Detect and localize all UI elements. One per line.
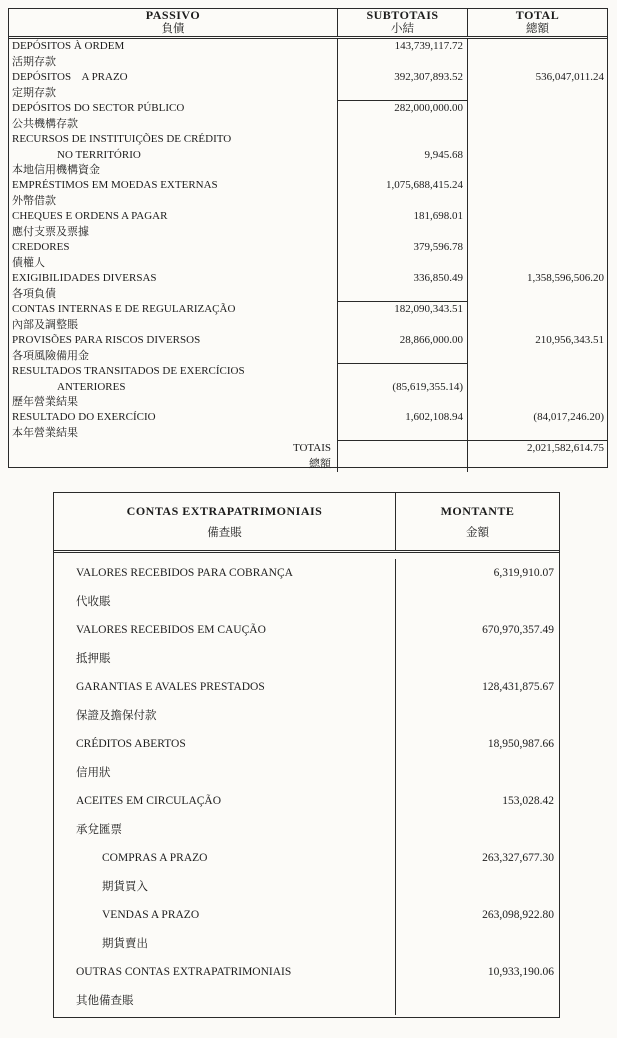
amount-value: 6,319,910.07 [493, 567, 554, 579]
table-row [54, 901, 559, 930]
header-montante [396, 493, 559, 550]
header-total-pt: TOTAL [515, 8, 560, 22]
row-label-zh: 內部及調整賬 [12, 318, 78, 331]
amount-value: 128,431,875.67 [482, 681, 554, 693]
total-value: 210,956,343.51 [535, 334, 604, 346]
row-label-zh: 定期存款 [12, 86, 56, 99]
table-row [9, 101, 607, 132]
table-row [9, 333, 607, 364]
row-label-zh: 活期存款 [12, 55, 56, 68]
row-label-pt: CREDORES [12, 241, 70, 253]
amount-value: 10,933,190.06 [487, 966, 554, 978]
table-row [54, 730, 559, 759]
row-label-pt: OUTRAS CONTAS EXTRAPATRIMONIAIS [54, 958, 396, 987]
row-label-zh: 保證及擔保付款 [54, 702, 396, 731]
grand-total-value: 2,021,582,614.75 [527, 442, 604, 454]
extrapatrimoniais-table-header [54, 493, 559, 553]
row-label-pt: GARANTIAS E AVALES PRESTADOS [54, 673, 396, 702]
subtotal-value: 379,596.78 [413, 241, 463, 253]
amount-value: 670,970,357.49 [482, 624, 554, 636]
row-label-zh: 應付支票及票據 [12, 225, 89, 238]
row-label-pt: ACEITES EM CIRCULAÇÃO [54, 787, 396, 816]
table-row [9, 240, 607, 271]
header-total-zh: 總額 [526, 23, 549, 35]
subtotal-value: 392,307,893.52 [394, 71, 463, 83]
header-montante-zh: 金額 [466, 527, 489, 539]
totals-row [9, 441, 607, 472]
row-label-zh: 債權人 [12, 256, 45, 269]
table-row [54, 787, 559, 816]
table-row [9, 364, 607, 410]
row-label-pt2: NO TERRITÓRIO [57, 148, 141, 161]
row-label-pt: DEPÓSITOS DO SECTOR PÚBLICO [12, 102, 185, 114]
table-row [9, 70, 607, 101]
table-row [9, 178, 607, 209]
row-label-pt: VALORES RECEBIDOS PARA COBRANÇA [54, 559, 396, 588]
header-subtotais [338, 9, 468, 36]
amount-value: 263,098,922.80 [482, 909, 554, 921]
table-row [9, 302, 607, 333]
passivo-table-header [9, 9, 607, 39]
row-label-zh: 承兌匯票 [54, 816, 396, 845]
table-row [9, 209, 607, 240]
subtotal-value: 336,850.49 [413, 272, 463, 284]
row-label-zh: 外幣借款 [12, 194, 56, 207]
row-label-zh: 代收賬 [54, 588, 396, 617]
subtotal-value: 28,866,000.00 [399, 334, 463, 346]
table-row [54, 844, 559, 873]
row-label-pt: COMPRAS A PRAZO [54, 844, 396, 873]
extrapatrimoniais-table-body [54, 553, 559, 1015]
row-label-pt: RESULTADO DO EXERCÍCIO [12, 411, 156, 423]
row-label-zh: 歷年營業結果 [12, 396, 78, 408]
row-label-zh: 公共機構存款 [12, 117, 78, 130]
row-label-pt: RESULTADOS TRANSITADOS DE EXERCÍCIOS [12, 365, 245, 377]
row-label-pt: CRÉDITOS ABERTOS [54, 730, 396, 759]
row-label-zh: 各項負債 [12, 287, 56, 300]
row-label-pt: VENDAS A PRAZO [54, 901, 396, 930]
total-value: (84,017,246.20) [533, 411, 604, 423]
subtotal-value: 143,739,117.72 [394, 40, 463, 52]
row-label-zh: 期貨買入 [54, 873, 396, 902]
header-passivo-pt: PASSIVO [145, 8, 201, 22]
header-contas-zh: 備查賬 [207, 527, 242, 539]
amount-value: 18,950,987.66 [487, 738, 554, 750]
row-label-zh: 本年營業結果 [12, 426, 78, 439]
subtotal-value: 181,698.01 [413, 210, 463, 222]
row-label-zh: 信用狀 [54, 759, 396, 788]
row-label-zh: 其他備查賬 [54, 987, 396, 1016]
row-label-pt: EXIGIBILIDADES DIVERSAS [12, 272, 157, 284]
totals-label-zh: 總額 [309, 457, 331, 470]
row-label-pt: DEPÓSITOS A PRAZO [12, 71, 128, 83]
header-subtotais-zh: 小結 [391, 23, 414, 35]
subtotal-value: (85,619,355.14) [392, 380, 463, 393]
row-label-pt: DEPÓSITOS À ORDEM [12, 40, 125, 52]
extrapatrimoniais-table [53, 492, 560, 1018]
header-subtotais-pt: SUBTOTAIS [366, 8, 439, 22]
amount-value: 263,327,677.30 [482, 852, 554, 864]
subtotal-value: 182,090,343.51 [394, 303, 463, 315]
subtotal-value: 282,000,000.00 [394, 102, 463, 114]
row-label-zh: 本地信用機構資金 [12, 164, 100, 176]
totals-label-pt: TOTAIS [292, 442, 331, 454]
table-row [54, 616, 559, 645]
row-label-pt: PROVISÕES PARA RISCOS DIVERSOS [12, 334, 201, 346]
subtotal-value: 1,075,688,415.24 [386, 179, 463, 191]
row-label-zh: 期貨賣出 [54, 930, 396, 959]
header-passivo [9, 9, 338, 36]
total-value: 1,358,596,506.20 [527, 272, 604, 284]
table-row [9, 132, 607, 178]
table-row [54, 673, 559, 702]
table-row [54, 559, 559, 588]
row-label-zh: 抵押賬 [54, 645, 396, 674]
subtotal-value: 1,602,108.94 [405, 411, 463, 423]
row-label-zh: 各項風險備用金 [12, 349, 89, 362]
table-row [9, 271, 607, 302]
subtotal-value: 9,945.68 [424, 148, 463, 161]
passivo-table [8, 8, 608, 468]
header-contas [54, 493, 396, 550]
header-montante-pt: MONTANTE [440, 504, 515, 518]
header-passivo-zh: 負債 [161, 23, 185, 35]
total-value: 536,047,011.24 [535, 71, 604, 83]
row-label-pt2: ANTERIORES [57, 380, 126, 393]
row-label-pt: CONTAS INTERNAS E DE REGULARIZAÇÃO [12, 303, 236, 315]
row-label-pt: RECURSOS DE INSTITUIÇÕES DE CRÉDITO [12, 133, 232, 145]
table-row [54, 958, 559, 987]
row-label-pt: CHEQUES E ORDENS A PAGAR [12, 210, 168, 222]
row-label-pt: EMPRÉSTIMOS EM MOEDAS EXTERNAS [12, 179, 218, 191]
header-total [468, 9, 607, 36]
header-contas-pt: CONTAS EXTRAPATRIMONIAIS [126, 504, 323, 518]
table-row [9, 410, 607, 441]
row-label-pt: VALORES RECEBIDOS EM CAUÇÃO [54, 616, 396, 645]
amount-value: 153,028.42 [502, 795, 554, 807]
table-row [9, 39, 607, 70]
